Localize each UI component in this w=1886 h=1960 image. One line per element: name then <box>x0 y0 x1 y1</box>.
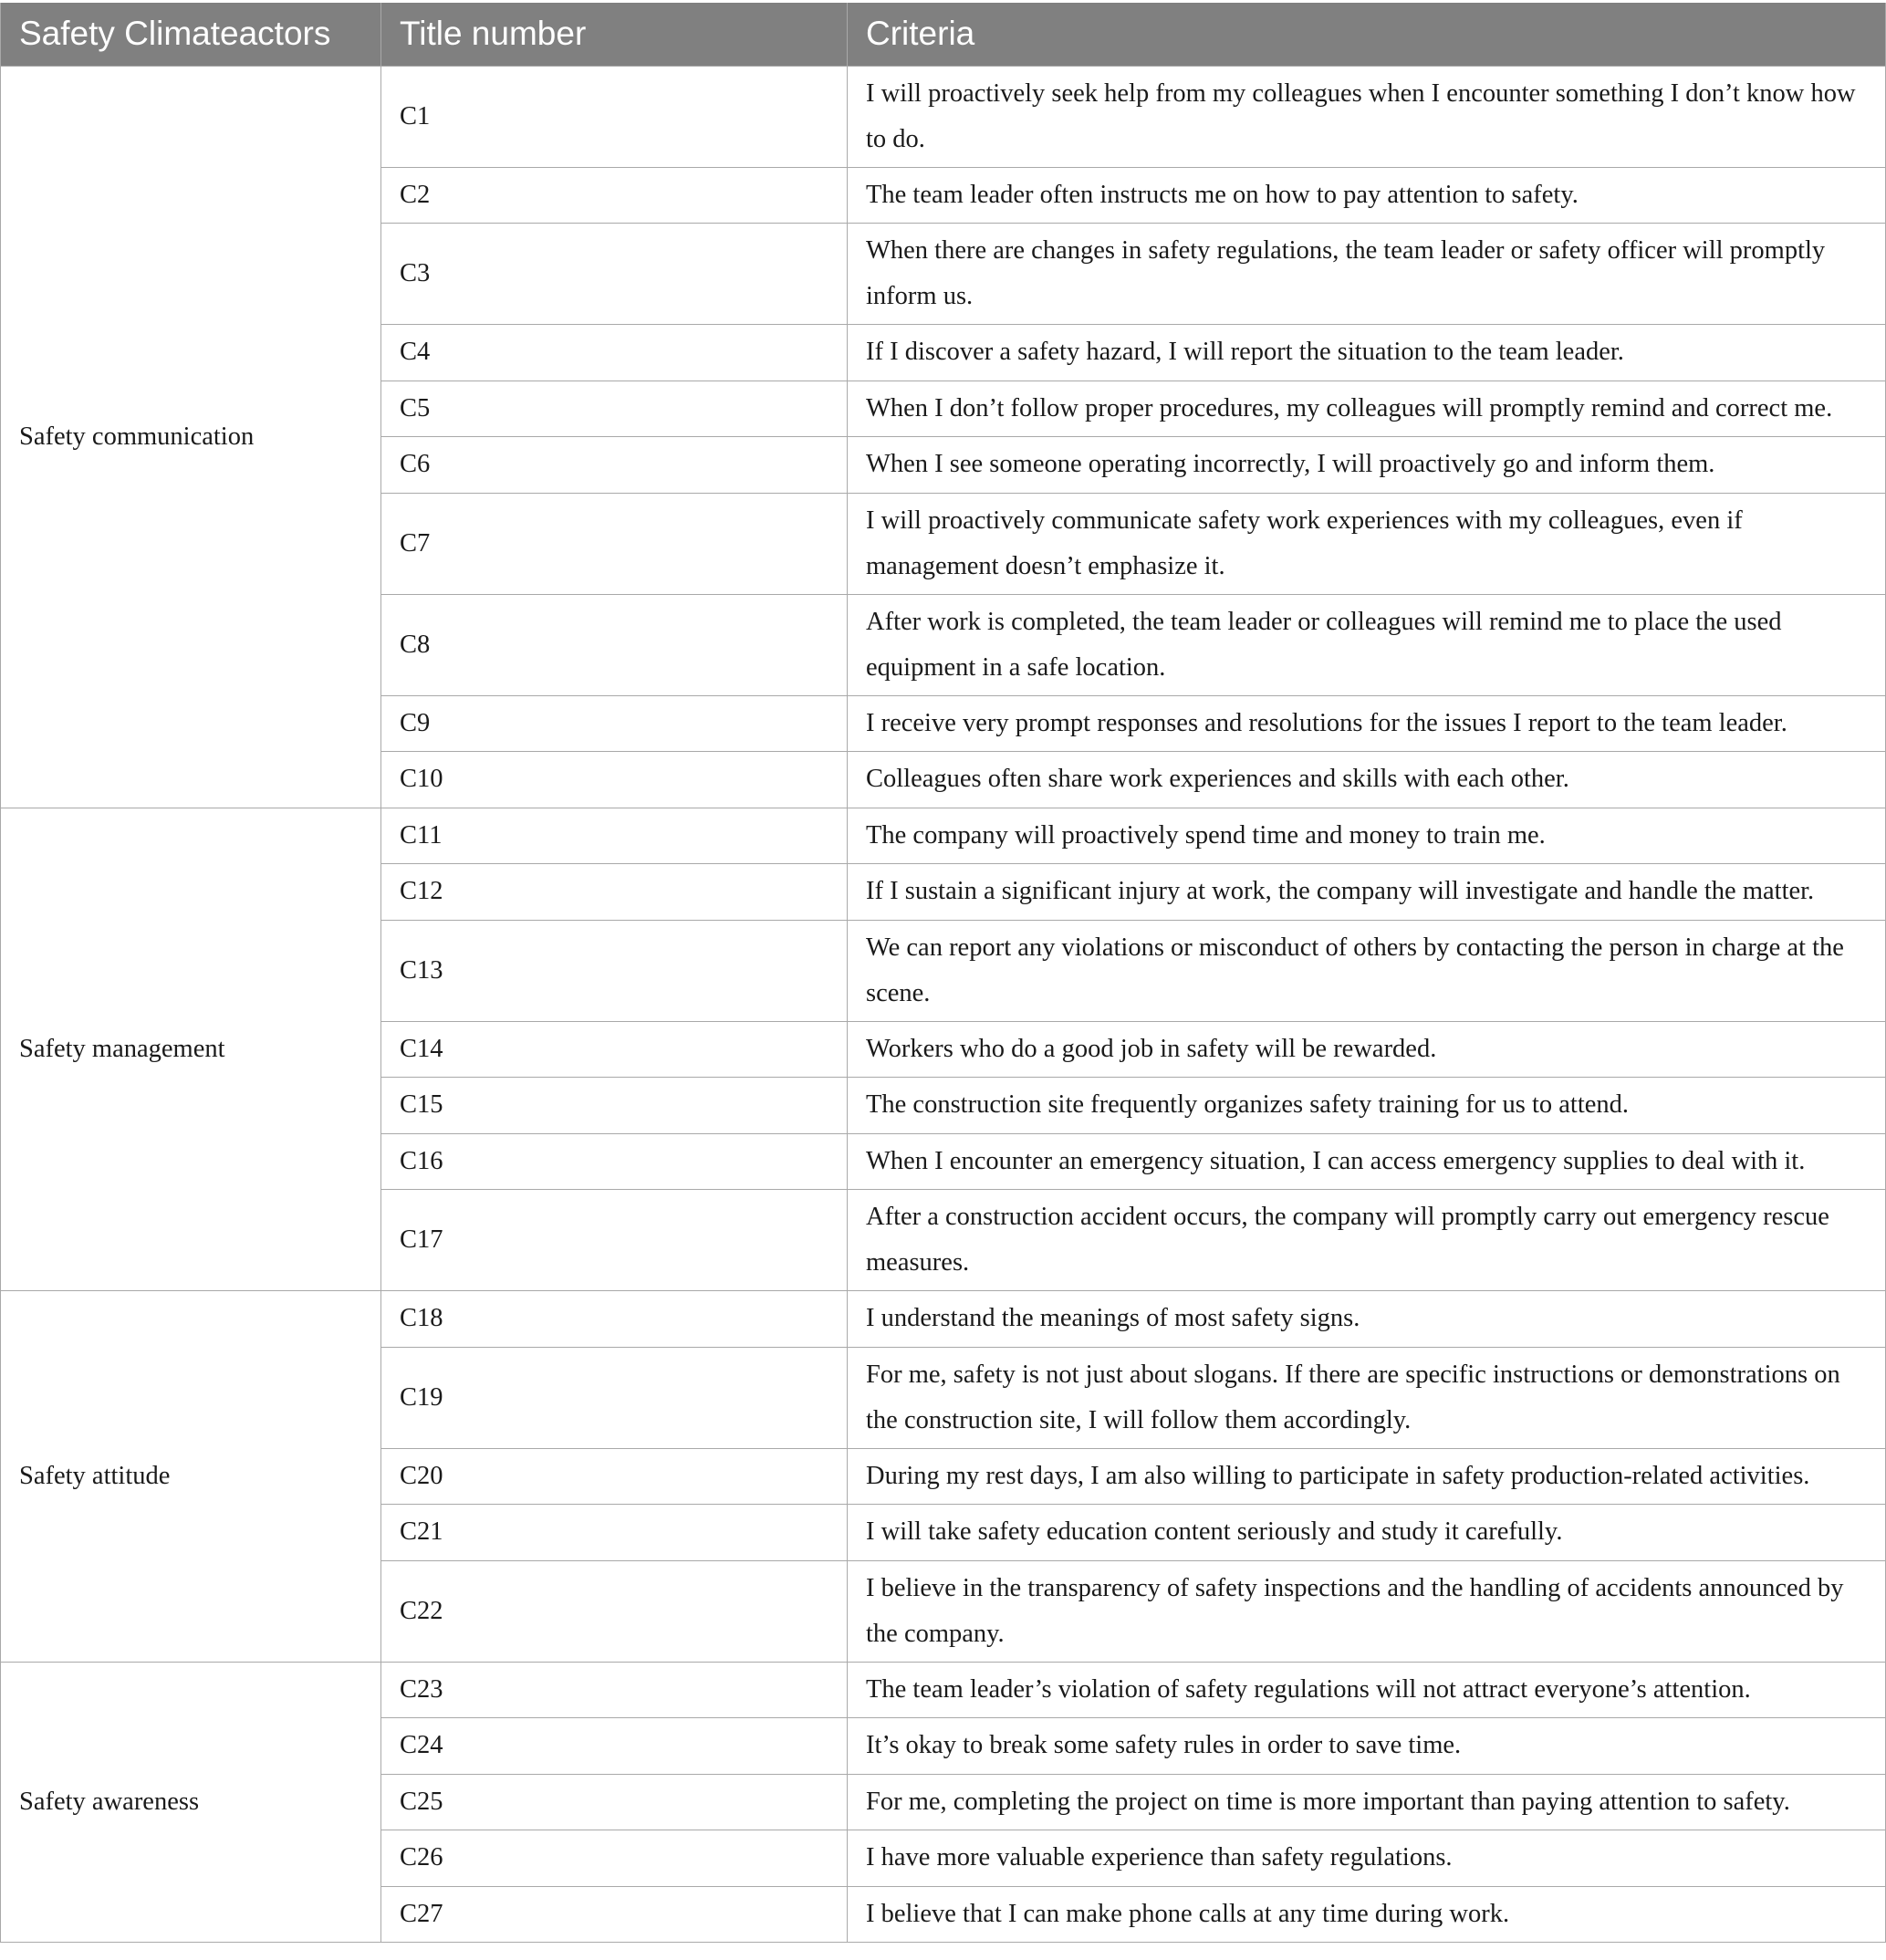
title-number-cell: C9 <box>381 695 848 752</box>
criteria-cell: During my rest days, I am also willing to participate in safety production-related activities. <box>848 1448 1886 1505</box>
title-number-cell: C6 <box>381 437 848 494</box>
title-number-cell: C7 <box>381 493 848 594</box>
criteria-cell: I will proactively communicate safety work experiences with my colleagues, even if management doesn’t emphasize it. <box>848 493 1886 594</box>
criteria-cell: Workers who do a good job in safety will be rewarded. <box>848 1021 1886 1078</box>
title-number-cell: C13 <box>381 920 848 1021</box>
title-number-cell: C19 <box>381 1347 848 1448</box>
criteria-cell: I believe that I can make phone calls at any time during work. <box>848 1886 1886 1943</box>
criteria-cell: I understand the meanings of most safety signs. <box>848 1291 1886 1348</box>
criteria-cell: When I don’t follow proper procedures, my colleagues will promptly remind and correct me. <box>848 381 1886 437</box>
factor-cell: Safety attitude <box>1 1291 381 1663</box>
criteria-cell: I receive very prompt responses and resolutions for the issues I report to the team leader. <box>848 695 1886 752</box>
title-number-cell: C10 <box>381 752 848 808</box>
criteria-cell: The construction site frequently organizes safety training for us to attend. <box>848 1078 1886 1134</box>
criteria-cell: When there are changes in safety regulations, the team leader or safety officer will promptly inform us. <box>848 224 1886 325</box>
criteria-cell: For me, safety is not just about slogans. If there are specific instructions or demonstrations on the construction site, I will follow them accordingly. <box>848 1347 1886 1448</box>
criteria-cell: After a construction accident occurs, the company will promptly carry out emergency rescue measures. <box>848 1190 1886 1291</box>
title-number-cell: C21 <box>381 1505 848 1561</box>
title-number-cell: C15 <box>381 1078 848 1134</box>
criteria-cell: For me, completing the project on time is more important than paying attention to safety. <box>848 1774 1886 1830</box>
title-number-cell: C20 <box>381 1448 848 1505</box>
table-row <box>1 1662 1886 1718</box>
title-number-cell: C17 <box>381 1190 848 1291</box>
title-number-cell: C5 <box>381 381 848 437</box>
criteria-cell: Colleagues often share work experiences and skills with each other. <box>848 752 1886 808</box>
criteria-cell: The company will proactively spend time and money to train me. <box>848 808 1886 864</box>
title-number-cell: C3 <box>381 224 848 325</box>
title-number-cell: C11 <box>381 808 848 864</box>
criteria-cell: After work is completed, the team leader or colleagues will remind me to place the used equipment in a safe location. <box>848 594 1886 695</box>
criteria-cell: I will take safety education content seriously and study it carefully. <box>848 1505 1886 1561</box>
table-row <box>1 808 1886 864</box>
criteria-cell: The team leader’s violation of safety regulations will not attract everyone’s attention. <box>848 1662 1886 1718</box>
title-number-cell: C27 <box>381 1886 848 1943</box>
criteria-cell: I have more valuable experience than safety regulations. <box>848 1830 1886 1887</box>
table-row <box>1 1291 1886 1348</box>
title-number-cell: C23 <box>381 1662 848 1718</box>
criteria-cell: The team leader often instructs me on how to pay attention to safety. <box>848 167 1886 224</box>
title-number-cell: C25 <box>381 1774 848 1830</box>
criteria-cell: If I discover a safety hazard, I will report the situation to the team leader. <box>848 325 1886 381</box>
title-number-cell: C22 <box>381 1560 848 1662</box>
criteria-cell: When I see someone operating incorrectly, I will proactively go and inform them. <box>848 437 1886 494</box>
title-number-cell: C18 <box>381 1291 848 1348</box>
title-number-cell: C12 <box>381 864 848 921</box>
header-factor: Safety Climateactors <box>1 3 381 66</box>
criteria-cell: We can report any violations or misconduct of others by contacting the person in charge at the scene. <box>848 920 1886 1021</box>
table-row <box>1 66 1886 167</box>
factor-cell: Safety communication <box>1 66 381 808</box>
header-criteria: Criteria <box>848 3 1886 66</box>
title-number-cell: C16 <box>381 1133 848 1190</box>
title-number-cell: C24 <box>381 1718 848 1775</box>
title-number-cell: C8 <box>381 594 848 695</box>
title-number-cell: C14 <box>381 1021 848 1078</box>
criteria-cell: It’s okay to break some safety rules in order to save time. <box>848 1718 1886 1775</box>
factor-cell: Safety management <box>1 808 381 1291</box>
factor-cell: Safety awareness <box>1 1662 381 1943</box>
safety-climate-table <box>0 3 1886 1943</box>
criteria-cell: If I sustain a significant injury at work, the company will investigate and handle the matter. <box>848 864 1886 921</box>
criteria-cell: I will proactively seek help from my colleagues when I encounter something I don’t know how to do. <box>848 66 1886 167</box>
header-title-number: Title number <box>381 3 848 66</box>
title-number-cell: C4 <box>381 325 848 381</box>
criteria-cell: I believe in the transparency of safety inspections and the handling of accidents announced by the company. <box>848 1560 1886 1662</box>
criteria-cell: When I encounter an emergency situation, I can access emergency supplies to deal with it. <box>848 1133 1886 1190</box>
title-number-cell: C26 <box>381 1830 848 1887</box>
title-number-cell: C1 <box>381 66 848 167</box>
title-number-cell: C2 <box>381 167 848 224</box>
header-row <box>1 3 1886 66</box>
